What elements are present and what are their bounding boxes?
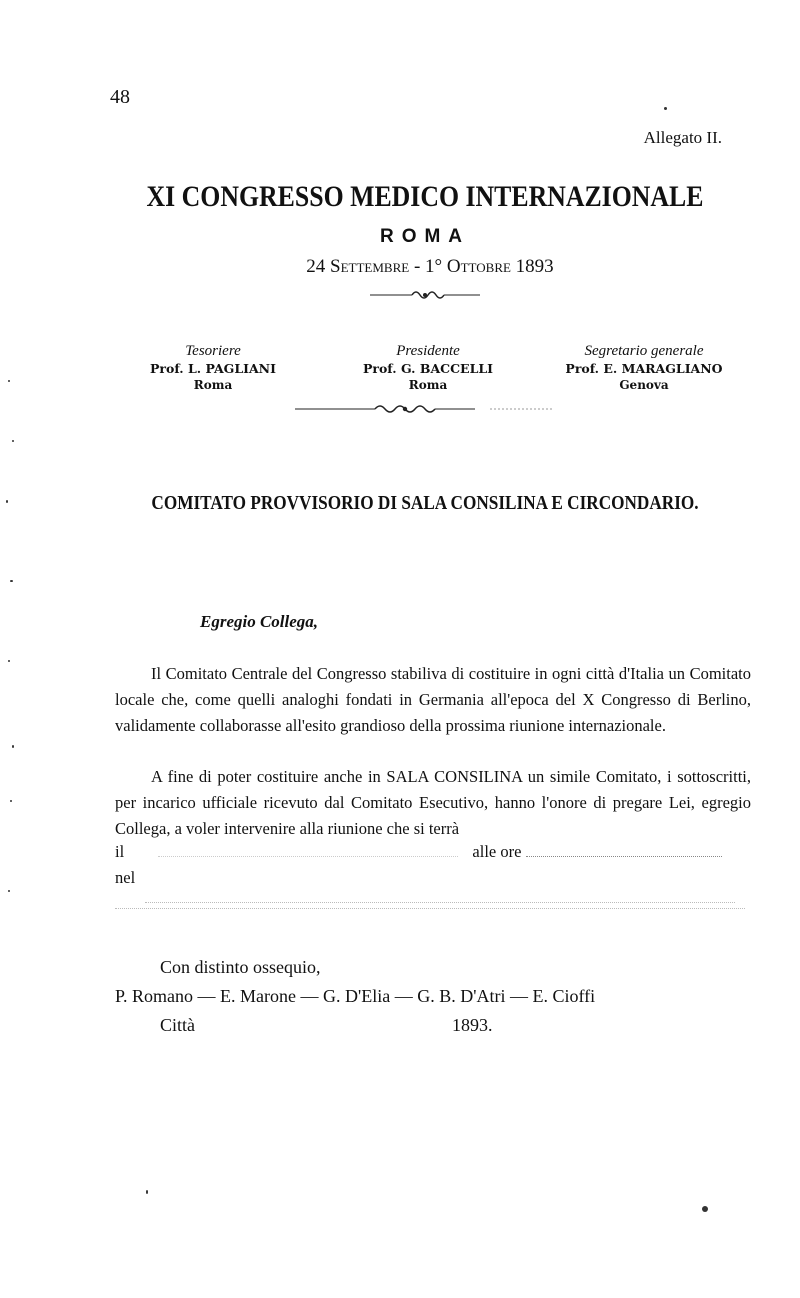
ornament-divider <box>0 402 800 420</box>
officer-secretary <box>534 343 754 394</box>
officer-place: Roma <box>193 378 233 392</box>
congress-city: ROMA <box>379 226 471 247</box>
il-label: il <box>115 842 125 861</box>
scan-speck <box>6 500 8 503</box>
scan-speck <box>12 745 14 748</box>
scan-speck <box>8 890 10 892</box>
alle-ore-label: alle ore <box>472 842 522 861</box>
officer-name: Prof. L. PAGLIANI <box>150 361 276 376</box>
place-label: Città <box>160 1015 195 1035</box>
committee-title: COMITATO PROVVISORIO DI SALA CONSILINA E CIRCONDARIO. <box>151 492 699 514</box>
scan-speck <box>10 800 12 802</box>
officer-role: Presidente <box>396 343 460 359</box>
congress-dates: 24 Settembre - 1° Ottobre 1893 <box>306 256 554 277</box>
signatories: P. Romano — E. Marone — G. D'Elia — G. B. D'Atri — E. Cioffi <box>115 986 596 1006</box>
date-time-line <box>115 842 751 862</box>
paragraph-text: A fine di poter costituire anche in SALA CONSILINA un simile Comitato, i sottoscritti, per incarico ufficiale ricevuto dal Comitato Esecutivo, hanno l'onore di pregare Lei, egregio Collega, a voler intervenire alla riunione che si terrà <box>115 767 751 838</box>
extra-line <box>115 894 751 914</box>
officer-treasurer <box>103 343 323 394</box>
officer-role: Segretario generale <box>584 343 704 359</box>
scan-speck <box>702 1206 708 1212</box>
officer-name: Prof. G. BACCELLI <box>362 361 493 376</box>
annex-label: Allegato II. <box>643 128 722 147</box>
page-number: 48 <box>110 86 130 108</box>
paragraph-text: Il Comitato Centrale del Congresso stabiliva di costituire in ogni città d'Italia un Comitato locale che, come quelli analoghi fondati in Germania all'epoca del X Congresso di Berlino, validamente collaborasse all'esito grandioso della prossima riunione internazionale. <box>115 664 751 735</box>
ornament-divider <box>0 288 800 306</box>
letter-paragraph <box>115 764 751 842</box>
officer-place: Roma <box>408 378 448 392</box>
scan-speck <box>8 660 10 662</box>
year-label: 1893. <box>452 1015 493 1035</box>
closing-greeting: Con distinto ossequio, <box>160 957 321 977</box>
letter-paragraph <box>115 661 751 739</box>
officer-role: Tesoriere <box>185 343 241 359</box>
salutation: Egregio Collega, <box>200 612 319 631</box>
scan-speck <box>12 440 14 442</box>
congress-title: XI CONGRESSO MEDICO INTERNAZIONALE <box>146 180 704 213</box>
extra-blank <box>115 894 745 909</box>
scan-speck <box>10 580 13 582</box>
ornament-icon <box>295 402 555 416</box>
officer-name: Prof. E. MARAGLIANO <box>565 361 723 376</box>
scan-speck <box>146 1190 148 1194</box>
officer-place: Genova <box>619 378 669 392</box>
scan-speck <box>664 107 667 110</box>
ornament-icon <box>370 288 480 302</box>
time-blank <box>526 842 722 857</box>
date-blank <box>158 842 458 857</box>
nel-label: nel <box>115 868 136 887</box>
scan-speck <box>8 380 10 382</box>
officer-president <box>318 343 538 394</box>
